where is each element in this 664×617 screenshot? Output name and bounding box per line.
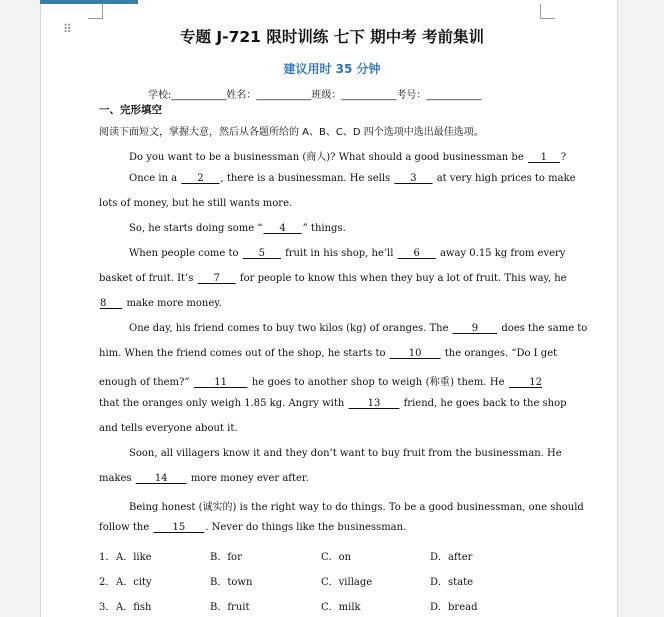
passage-line: basket of fruit. It’s 7 for people to know this when they buy a lot of fruit. This way, he bbox=[99, 273, 567, 284]
blank-10: 10 bbox=[389, 348, 441, 359]
passage-line: Being honest (诚实的) is the right way to do things. To be a good businessman, one should bbox=[129, 502, 584, 513]
option-d[interactable]: D．bread bbox=[430, 602, 478, 613]
passage-line: lots of money, but he still wants more. bbox=[99, 198, 293, 209]
passage-line: So, he starts doing some “ 4 ” things. bbox=[129, 223, 346, 234]
blank-7: 7 bbox=[197, 273, 236, 284]
blank-9: 9 bbox=[452, 323, 498, 334]
section-heading: 一、完形填空 bbox=[99, 104, 162, 116]
passage-line: enough of them?” 11 he goes to another shop to weigh (称重) them. He 12 bbox=[99, 377, 543, 388]
option-b[interactable]: B．for bbox=[210, 552, 242, 563]
blank-3: 3 bbox=[394, 173, 433, 184]
passage-line: follow the 15 . Never do things like the businessman. bbox=[99, 522, 407, 533]
option-a[interactable]: A．fish bbox=[116, 602, 152, 613]
suggested-time: 建议用时 35 分钟 bbox=[283, 62, 381, 76]
crop-mark-right bbox=[540, 4, 555, 19]
passage-line: When people come to 5 fruit in his shop, he’ll 6 away 0.15 kg from every bbox=[129, 248, 566, 259]
option-b[interactable]: B．town bbox=[210, 577, 253, 588]
option-a[interactable]: A．city bbox=[116, 577, 152, 588]
blank-6: 6 bbox=[397, 248, 436, 259]
passage-line: Once in a 2 , there is a businessman. He sells 3 at very high prices to make bbox=[129, 173, 576, 184]
passage-line: 8 make more money. bbox=[100, 298, 222, 309]
blank-12: 12 bbox=[508, 377, 543, 388]
passage-line: that the oranges only weigh 1.85 kg. Angry with 13 friend, he goes back to the shop bbox=[99, 398, 567, 409]
crop-mark-left bbox=[88, 4, 103, 19]
passage-line: One day, his friend comes to buy two kilos (kg) of oranges. The 9 does the same to bbox=[129, 323, 588, 334]
page-title: 专题 J-721 限时训练 七下 期中考 考前集训 bbox=[179, 28, 485, 46]
option-d[interactable]: D．state bbox=[430, 577, 474, 588]
passage-line: Do you want to be a businessman (商人)? What should a good businessman be 1 ? bbox=[129, 152, 567, 163]
option-c[interactable]: C．milk bbox=[321, 602, 361, 613]
question-number: 1． bbox=[99, 552, 116, 563]
option-c[interactable]: C．village bbox=[321, 577, 373, 588]
blank-1: 1 bbox=[527, 152, 560, 163]
section-instruction: 阅读下面短文，掌握大意，然后从各题所给的 A、B、C、D 四个选项中选出最佳选项。 bbox=[99, 127, 484, 138]
option-c[interactable]: C．on bbox=[321, 552, 352, 563]
blank-5: 5 bbox=[242, 248, 281, 259]
question-number: 2． bbox=[99, 577, 116, 588]
blank-13: 13 bbox=[348, 398, 400, 409]
passage-line: him. When the friend comes out of the shop, he starts to 10 the oranges. “Do I get bbox=[99, 348, 558, 359]
passage-line: and tells everyone about it. bbox=[99, 423, 238, 434]
blank-4: 4 bbox=[263, 223, 302, 234]
option-a[interactable]: A．like bbox=[116, 552, 152, 563]
student-info-line: 学校:___________姓名：___________班级：___________考号：___________ bbox=[148, 90, 482, 101]
passage-line: makes 14 more money ever after. bbox=[99, 473, 309, 484]
blank-15: 15 bbox=[153, 522, 205, 533]
option-d[interactable]: D．after bbox=[430, 552, 473, 563]
passage-line: Soon, all villagers know it and they don’t want to buy fruit from the businessman. He bbox=[129, 448, 562, 459]
blank-2: 2 bbox=[181, 173, 220, 184]
blank-14: 14 bbox=[135, 473, 187, 484]
blank-8: 8 bbox=[100, 298, 123, 309]
blank-11: 11 bbox=[193, 377, 248, 388]
drag-handle-icon[interactable]: ⠿ bbox=[63, 22, 73, 36]
question-number: 3． bbox=[99, 602, 116, 613]
option-b[interactable]: B．fruit bbox=[210, 602, 250, 613]
